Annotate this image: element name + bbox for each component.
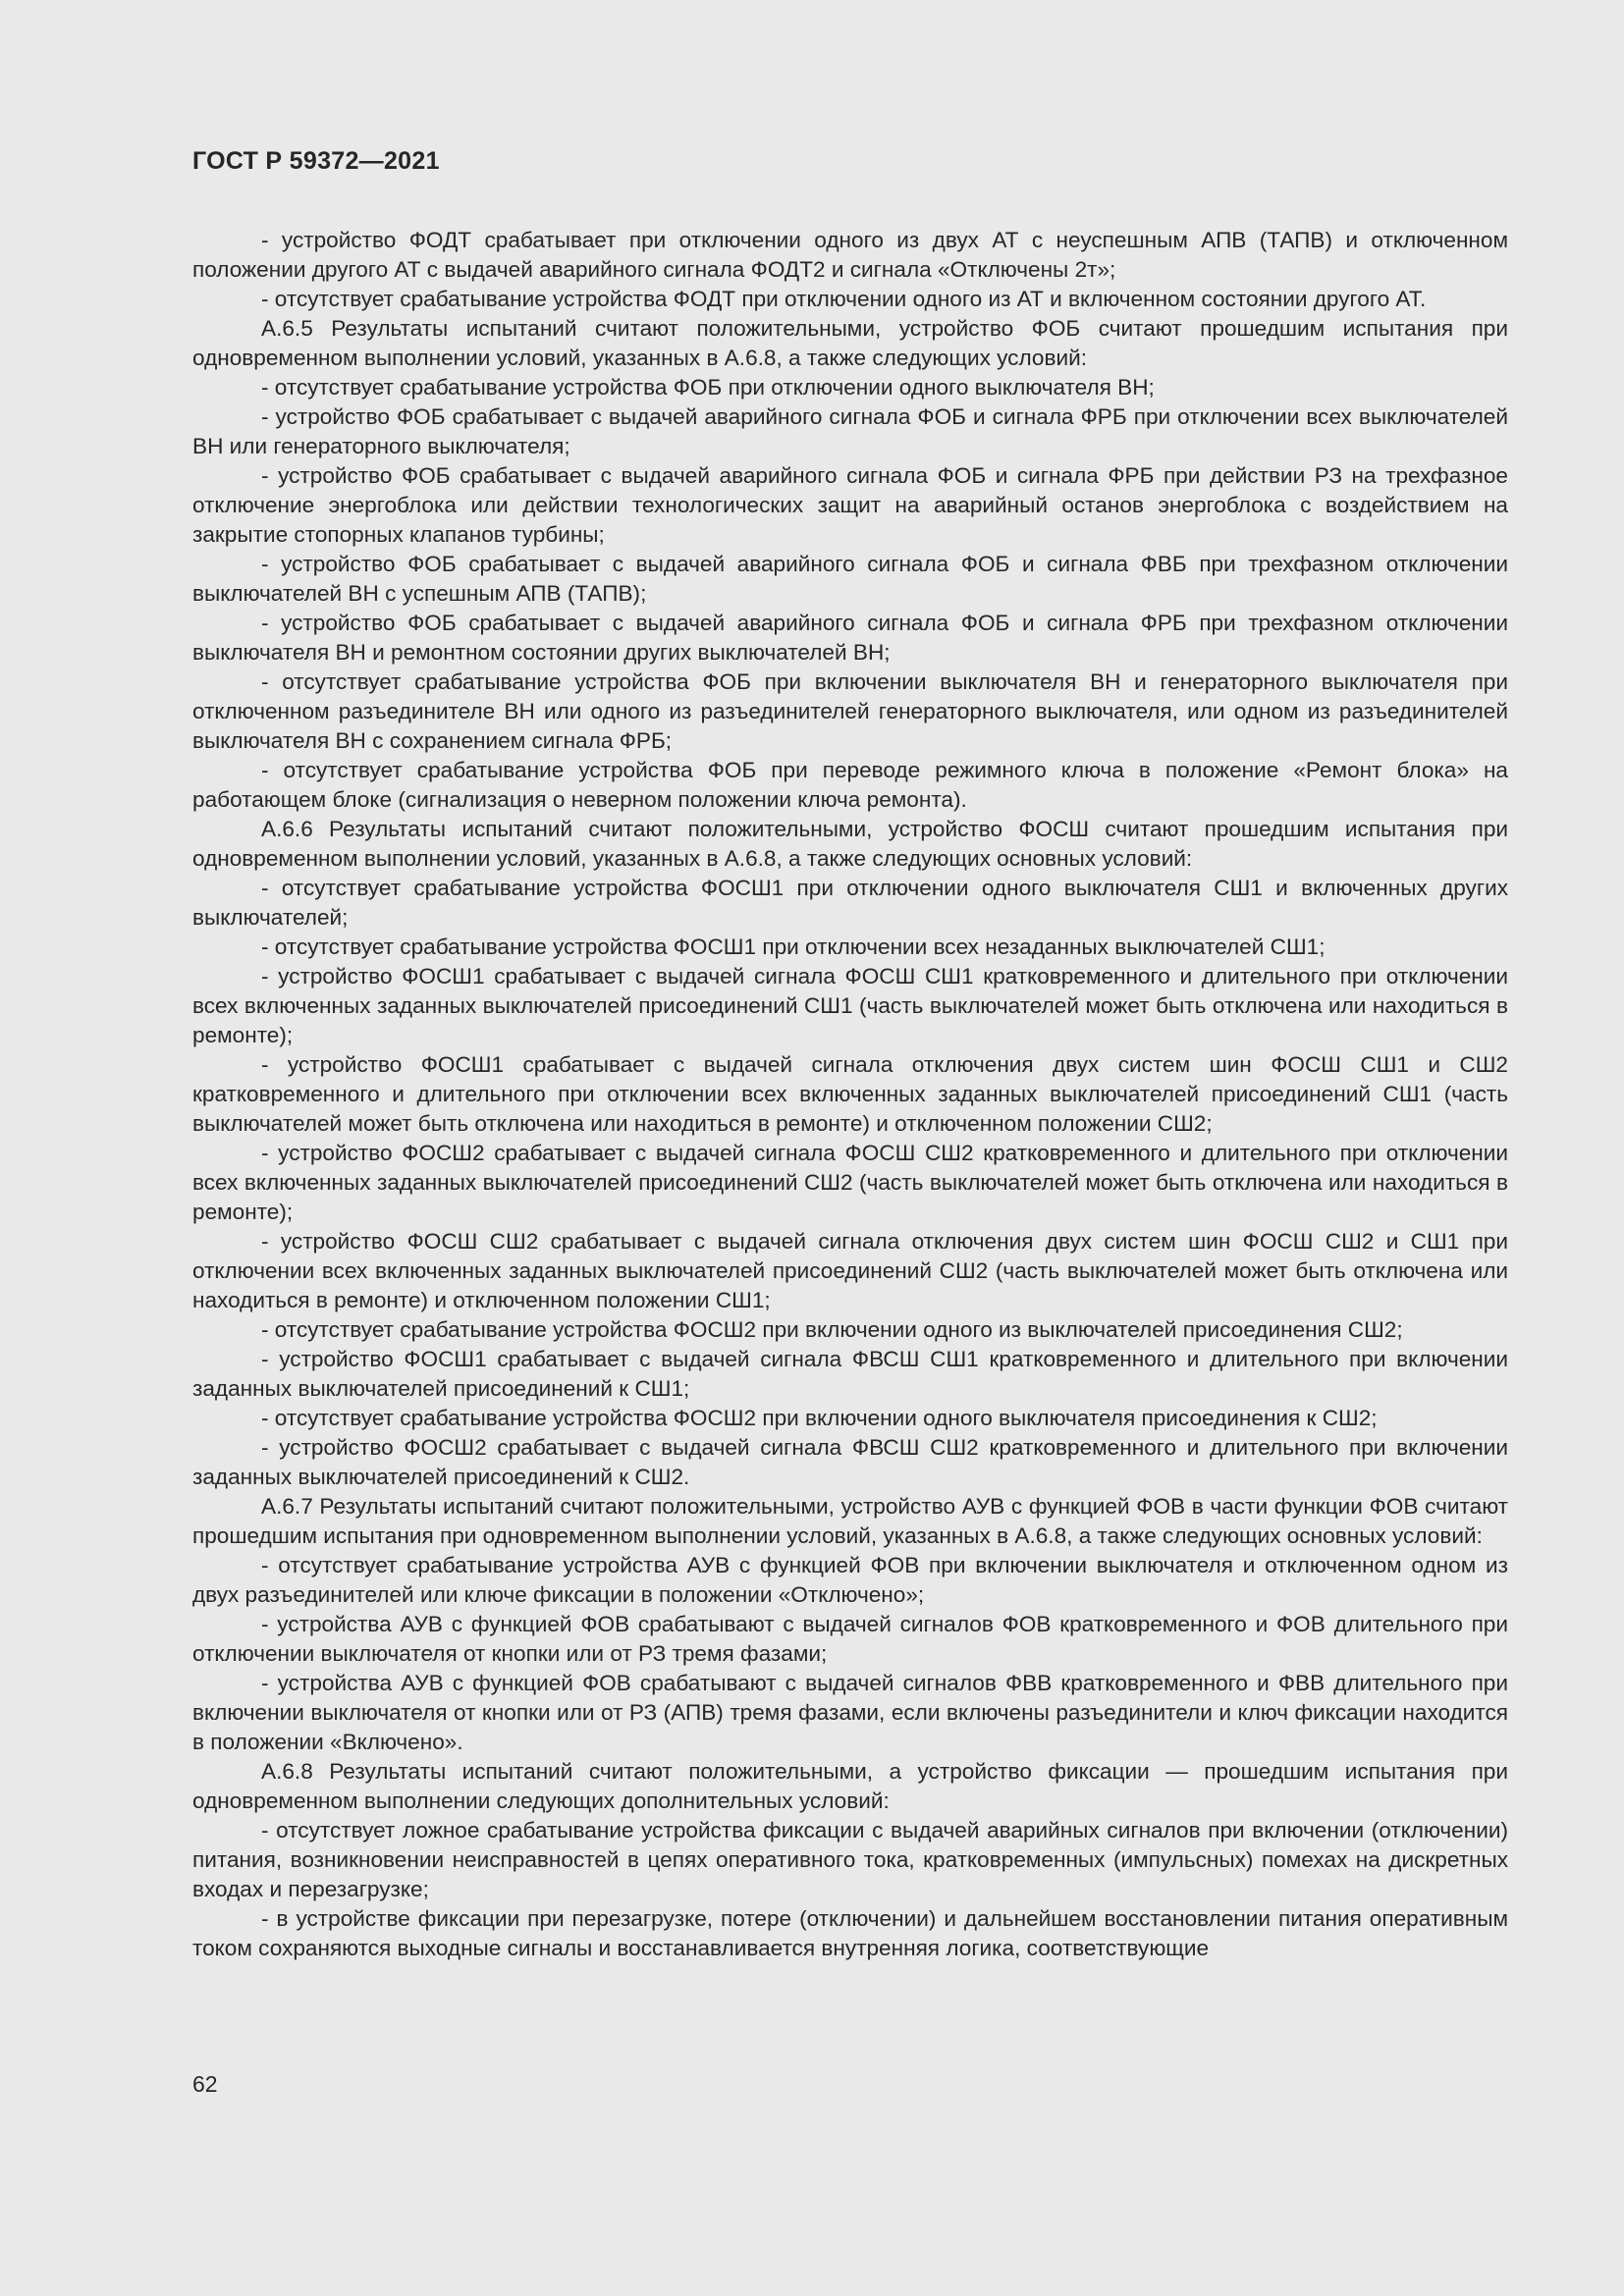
paragraph: - устройство ФОСШ СШ2 срабатывает с выдачей сигнала отключения двух систем шин ФОСШ СШ2 и СШ1 при отключении всех включенных заданных выключателей присоединений СШ2 (часть выключателей может быть отключена или находиться в ремонте) и отключенном положении СШ1;: [192, 1229, 1508, 1312]
document-body: [192, 226, 1508, 1963]
paragraph: - отсутствует срабатывание устройства ФОДТ при отключении одного из АТ и включенном состоянии другого АТ.: [261, 287, 1427, 311]
paragraph: - устройства АУВ с функцией ФОВ срабатывают с выдачей сигналов ФОВ кратковременного и ФОВ длительного при отключении выключателя от кнопки или от РЗ тремя фазами;: [192, 1612, 1508, 1666]
paragraph: А.6.7 Результаты испытаний считают положительными, устройство АУВ с функцией ФОВ в части функции ФОВ считают прошедшим испытания при одновременном выполнении условий, указанных в А.6.8, а также следующих основных условий:: [192, 1494, 1508, 1548]
paragraph: А.6.8 Результаты испытаний считают положительными, а устройство фиксации — прошедшим испытания при одновременном выполнении следующих дополнительных условий:: [192, 1759, 1508, 1813]
paragraph: - устройство ФОСШ2 срабатывает с выдачей сигнала ФВСШ СШ2 кратковременного и длительного при включении заданных выключателей присоединений к СШ2.: [192, 1435, 1508, 1489]
paragraph: - устройства АУВ с функцией ФОВ срабатывают с выдачей сигналов ФВВ кратковременного и ФВВ длительного при включении выключателя от кнопки или от РЗ (АПВ) тремя фазами, если включены разъединители и ключ фиксации находится в положении «Включено».: [192, 1671, 1508, 1754]
paragraph: - устройство ФОДТ срабатывает при отключении одного из двух АТ с неуспешным АПВ (ТАПВ) и отключенном положении другого АТ с выдачей аварийного сигнала ФОДТ2 и сигнала «Отключены 2т»;: [192, 228, 1508, 282]
paragraph: - устройство ФОСШ1 срабатывает с выдачей сигнала ФОСШ СШ1 кратковременного и длительного при отключении всех включенных заданных выключателей присоединений СШ1 (часть выключателей может быть отключена или находиться в ремонте);: [192, 964, 1508, 1047]
paragraph: - отсутствует срабатывание устройства ФОСШ1 при отключении одного выключателя СШ1 и включенных других выключателей;: [192, 876, 1508, 930]
document-header: ГОСТ Р 59372—2021: [192, 147, 440, 175]
paragraph: - устройство ФОБ срабатывает с выдачей аварийного сигнала ФОБ и сигнала ФРБ при отключении всех выключателей ВН или генераторного выключателя;: [192, 404, 1508, 458]
paragraph: - устройство ФОСШ2 срабатывает с выдачей сигнала ФОСШ СШ2 кратковременного и длительного при отключении всех включенных заданных выключателей присоединений СШ2 (часть выключателей может быть отключена или находиться в ремонте);: [192, 1141, 1508, 1224]
paragraph: А.6.6 Результаты испытаний считают положительными, устройство ФОСШ считают прошедшим испытания при одновременном выполнении условий, указанных в А.6.8, а также следующих основных условий:: [192, 817, 1508, 871]
paragraph: - отсутствует срабатывание устройства ФОБ при переводе режимного ключа в положение «Ремонт блока» на работающем блоке (сигнализация о неверном положении ключа ремонта).: [192, 758, 1508, 812]
paragraph: - устройство ФОБ срабатывает с выдачей аварийного сигнала ФОБ и сигнала ФРБ при трехфазном отключении выключателя ВН и ремонтном состоянии других выключателей ВН;: [192, 611, 1508, 665]
paragraph: А.6.5 Результаты испытаний считают положительными, устройство ФОБ считают прошедшим испытания при одновременном выполнении условий, указанных в А.6.8, а также следующих условий:: [192, 316, 1508, 370]
paragraph: - устройство ФОБ срабатывает с выдачей аварийного сигнала ФОБ и сигнала ФВБ при трехфазном отключении выключателей ВН с успешным АПВ (ТАПВ);: [192, 552, 1508, 606]
paragraph: - отсутствует срабатывание устройства ФОБ при отключении одного выключателя ВН;: [261, 375, 1155, 400]
paragraph: - отсутствует срабатывание устройства ФОСШ2 при включении одного выключателя присоединения к СШ2;: [261, 1406, 1378, 1430]
paragraph: - отсутствует срабатывание устройства ФОСШ2 при включении одного из выключателей присоединения СШ2;: [261, 1317, 1403, 1342]
paragraph: - в устройстве фиксации при перезагрузке, потере (отключении) и дальнейшем восстановлении питания оперативным током сохраняются выходные сигналы и восстанавливается внутренняя логика, соответствующие: [192, 1906, 1508, 1960]
paragraph: - отсутствует срабатывание устройства ФОБ при включении выключателя ВН и генераторного выключателя при отключенном разъединителе ВН или одного из разъединителей генераторного выключателя, или одном из разъединителей выключателя ВН с сохранением сигнала ФРБ;: [192, 669, 1508, 753]
paragraph: - устройство ФОСШ1 срабатывает с выдачей сигнала ФВСШ СШ1 кратковременного и длительного при включении заданных выключателей присоединений к СШ1;: [192, 1347, 1508, 1401]
paragraph: - устройство ФОБ срабатывает с выдачей аварийного сигнала ФОБ и сигнала ФРБ при действии РЗ на трехфазное отключение энергоблока или действии технологических защит на аварийный останов энергоблока с воздействием на закрытие стопорных клапанов турбины;: [192, 463, 1508, 547]
paragraph: - отсутствует срабатывание устройства АУВ с функцией ФОВ при включении выключателя и отключенном одном из двух разъединителей или ключе фиксации в положении «Отключено»;: [192, 1553, 1508, 1607]
paragraph: - устройство ФОСШ1 срабатывает с выдачей сигнала отключения двух систем шин ФОСШ СШ1 и СШ2 кратковременного и длительного при отключении всех включенных заданных выключателей присоединений СШ1 (часть выключателей может быть отключена или находиться в ремонте) и отключенном положении СШ2;: [192, 1052, 1508, 1136]
paragraph: - отсутствует срабатывание устройства ФОСШ1 при отключении всех незаданных выключателей СШ1;: [261, 934, 1326, 959]
paragraph: - отсутствует ложное срабатывание устройства фиксации с выдачей аварийных сигналов при включении (отключении) питания, возникновении неисправностей в цепях оперативного тока, кратковременных (импульсных) помехах на дискретных входах и перезагрузке;: [192, 1818, 1508, 1901]
page-number: 62: [192, 2071, 218, 2097]
